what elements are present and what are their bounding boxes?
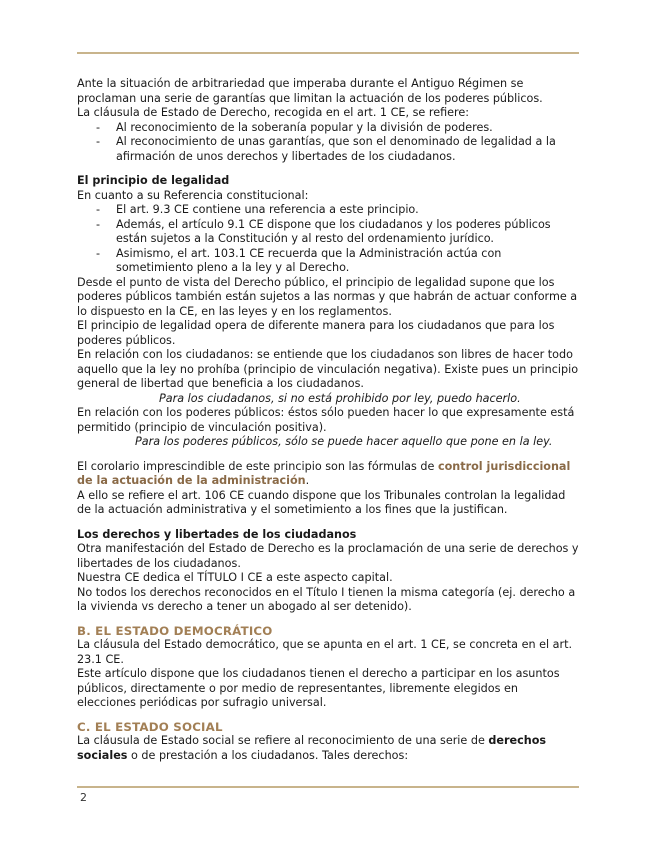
control-jurisdiccional-link[interactable]: control jurisdiccional de la actuación de la administración (77, 459, 571, 487)
derechos-paragraph-1: Otra manifestación del Estado de Derecho es la proclamación de una serie de derechos y libertades de los ciudadanos. (77, 542, 579, 570)
social-paragraph-1: La cláusula de Estado social se refiere al reconocimiento de una serie de derechos sociales o de prestación a los ciudadanos. Tales derechos: (77, 734, 547, 762)
legalidad-paragraph-3: El principio de legalidad opera de diferente manera para los ciudadanos que para los poderes públicos. (77, 319, 555, 347)
derechos-heading: Los derechos y libertades de los ciudadanos (77, 527, 357, 541)
intro-paragraph-2: La cláusula de Estado de Derecho, recogida en el art. 1 CE, se refiere: (77, 106, 470, 119)
democratico-paragraph-1: La cláusula del Estado democrático, que se apunta en el art. 1 CE, se concreta en el art. 23.1 CE. (77, 638, 573, 666)
legalidad-bullet-list (77, 203, 579, 276)
legalidad-paragraph-7: A ello se refiere el art. 106 CE cuando dispone que los Tribunales controlan la legalidad de la actuación administrativa y el sometimiento a los fines que la justifican. (77, 488, 566, 516)
social-heading: C. EL ESTADO SOCIAL (77, 719, 223, 734)
quote-poderes-publicos: Para los poderes públicos, sólo se puede hacer aquello que pone en la ley. (135, 435, 553, 448)
legalidad-paragraph-2: Desde el punto de vista del Derecho público, el principio de legalidad supone que los poderes públicos también están sujetos a las normas y que habrán de actuar conforme a lo dispuesto en la CE, en las leyes y en los reglamentos. (77, 275, 578, 318)
intro-paragraph-1: Ante la situación de arbitrariedad que imperaba durante el Antiguo Régimen se proclaman una serie de garantías que limitan la actuación de los poderes públicos. (77, 77, 543, 105)
page-number: 2 (80, 791, 87, 804)
legalidad-paragraph-6: El corolario imprescindible de este principio son las fórmulas de control jurisdiccional de la actuación de la administración. (77, 459, 571, 487)
legalidad-paragraph-4: En relación con los ciudadanos: se entiende que los ciudadanos son libres de hacer todo aquello que la ley no prohíba (principio de vinculación negativa). Existe pues un principio general de libertad que beneficia a los ciudadanos. (77, 348, 579, 390)
derechos-paragraph-3: No todos los derechos reconocidos en el Título I tienen la misma categoría (ej. derecho a la vivienda vs derecho a tener un abogado al ser detenido). (77, 585, 576, 613)
democratico-heading: B. EL ESTADO DEMOCRÁTICO (77, 623, 273, 638)
legalidad-paragraph-1: En cuanto a su Referencia constitucional: (77, 188, 309, 202)
legalidad-paragraph-5: En relación con los poderes públicos: éstos sólo pueden hacer lo que expresamente está permitido (principio de vinculación positiva). (77, 406, 575, 434)
list-item: - Al reconocimiento de la soberanía popular y la división de poderes. (96, 120, 493, 134)
list-item: - Además, el artículo 9.1 CE dispone que los ciudadanos y los poderes públicos están sujetos a la Constitución y al resto del ordenamiento jurídico. (96, 217, 551, 245)
page-body (77, 77, 579, 763)
quote-ciudadanos: Para los ciudadanos, si no está prohibido por ley, puedo hacerlo. (159, 391, 521, 405)
intro-bullet-list (77, 121, 579, 165)
header-rule (77, 52, 579, 54)
derechos-paragraph-2: Nuestra CE dedica el TÍTULO I CE a este aspecto capital. (77, 571, 393, 584)
legalidad-heading: El principio de legalidad (77, 174, 230, 187)
footer-rule (77, 786, 579, 788)
list-item: - Asimismo, el art. 103.1 CE recuerda que la Administración actúa con sometimiento pleno a la ley y al Derecho. (96, 246, 502, 274)
democratico-paragraph-2: Este artículo dispone que los ciudadanos tienen el derecho a participar en los asuntos públicos, directamente o por medio de representantes, libremente elegidos en elecciones periódicas por sufragio universal. (77, 667, 560, 709)
list-item: - El art. 9.3 CE contiene una referencia a este principio. (96, 203, 419, 216)
list-item: - Al reconocimiento de unas garantías, que son el denominado de legalidad a la afirmación de unos derechos y libertades de los ciudadanos. (96, 135, 556, 163)
